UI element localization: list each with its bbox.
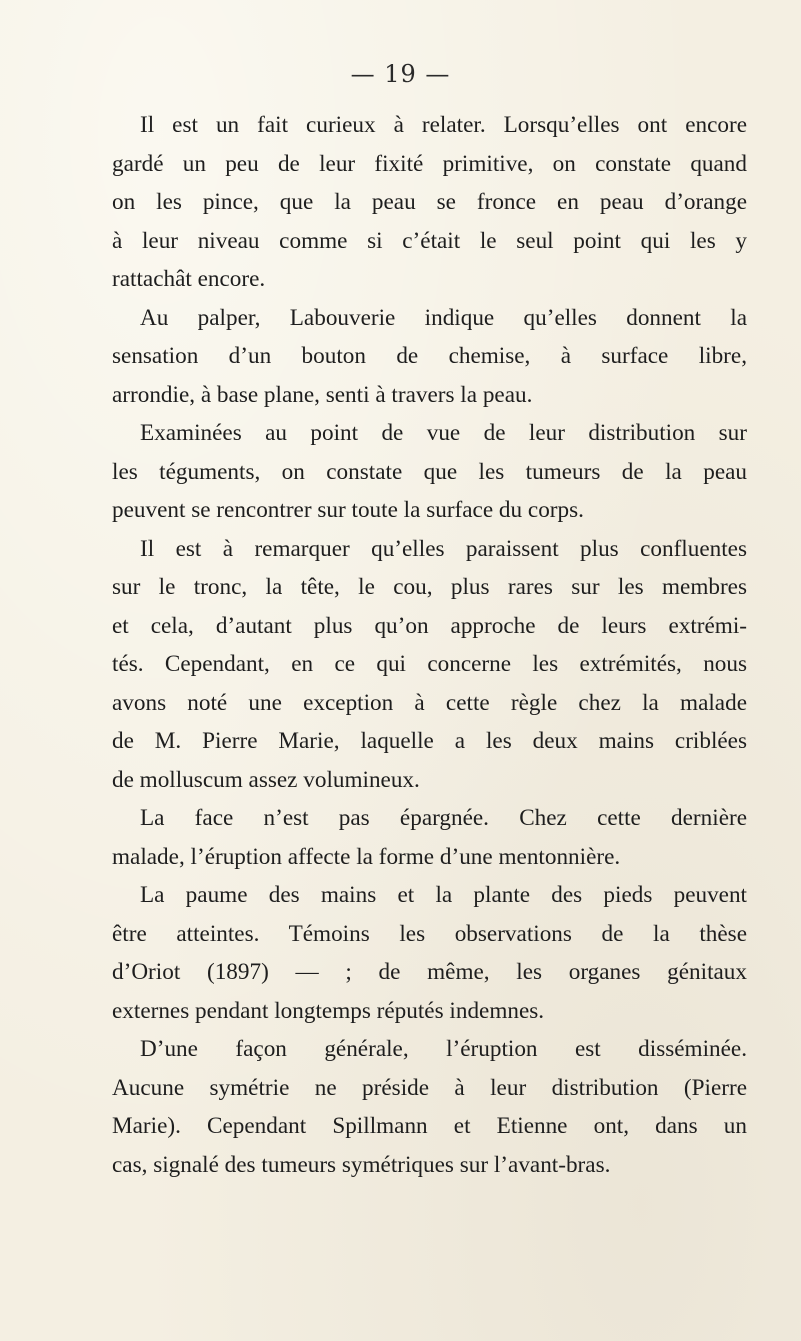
text-line: La paume des mains et la plante des pieds peuvent bbox=[140, 882, 747, 908]
body-text bbox=[112, 106, 747, 1184]
text-line: avons noté une exception à cette règle chez la malade bbox=[112, 689, 747, 716]
text-line: on les pince, que la peau se fronce en peau d’orange bbox=[112, 189, 747, 215]
text-line: Il est un fait curieux à relater. Lorsqu’elles ont encore bbox=[140, 112, 747, 138]
text-line: et cela, d’autant plus qu’on approche de leurs extrémi- bbox=[112, 612, 747, 639]
text-line: cas, signalé des tumeurs symétriques sur l’avant-bras. bbox=[112, 1151, 611, 1178]
text-line: de M. Pierre Marie, laquelle a les deux mains criblées bbox=[112, 728, 747, 754]
text-line: rattachât encore. bbox=[112, 266, 266, 292]
text-line: externes pendant longtemps réputés indemnes. bbox=[112, 997, 545, 1024]
text-line: sur le tronc, la tête, le cou, plus rares sur les membres bbox=[112, 574, 747, 600]
text-line: les téguments, on constate que les tumeurs de la peau bbox=[112, 458, 747, 485]
text-line: Marie). Cependant Spillmann et Etienne ont, dans un bbox=[112, 1113, 747, 1139]
text-line: La face n’est pas épargnée. Chez cette dernière bbox=[140, 805, 747, 831]
text-line: Examinées au point de vue de leur distribution sur bbox=[140, 420, 747, 446]
text-line: de molluscum assez volumineux. bbox=[112, 766, 420, 793]
text-line: d’Oriot (1897) — ; de même, les organes génitaux bbox=[112, 959, 747, 985]
page-number: — 19 — bbox=[350, 60, 451, 88]
text-line: Aucune symétrie ne préside à leur distribution (Pierre bbox=[112, 1074, 747, 1101]
text-line: malade, l’éruption affecte la forme d’une mentonnière. bbox=[112, 843, 621, 870]
text-line: gardé un peu de leur fixité primitive, on constate quand bbox=[112, 150, 747, 177]
text-line: peuvent se rencontrer sur toute la surface du corps. bbox=[112, 497, 584, 523]
text-line: D’une façon générale, l’éruption est disséminée. bbox=[140, 1036, 747, 1062]
text-line: arrondie, à base plane, senti à travers la peau. bbox=[112, 381, 533, 408]
text-line: sensation d’un bouton de chemise, à surface libre, bbox=[112, 343, 747, 369]
text-line: tés. Cependant, en ce qui concerne les extrémités, nous bbox=[112, 651, 747, 677]
text-line: être atteintes. Témoins les observations de la thèse bbox=[112, 920, 747, 947]
text-line: Au palper, Labouverie indique qu’elles donnent la bbox=[140, 304, 747, 331]
text-line: à leur niveau comme si c’était le seul point qui les y bbox=[112, 227, 747, 254]
text-line: Il est à remarquer qu’elles paraissent plus confluentes bbox=[140, 535, 747, 562]
